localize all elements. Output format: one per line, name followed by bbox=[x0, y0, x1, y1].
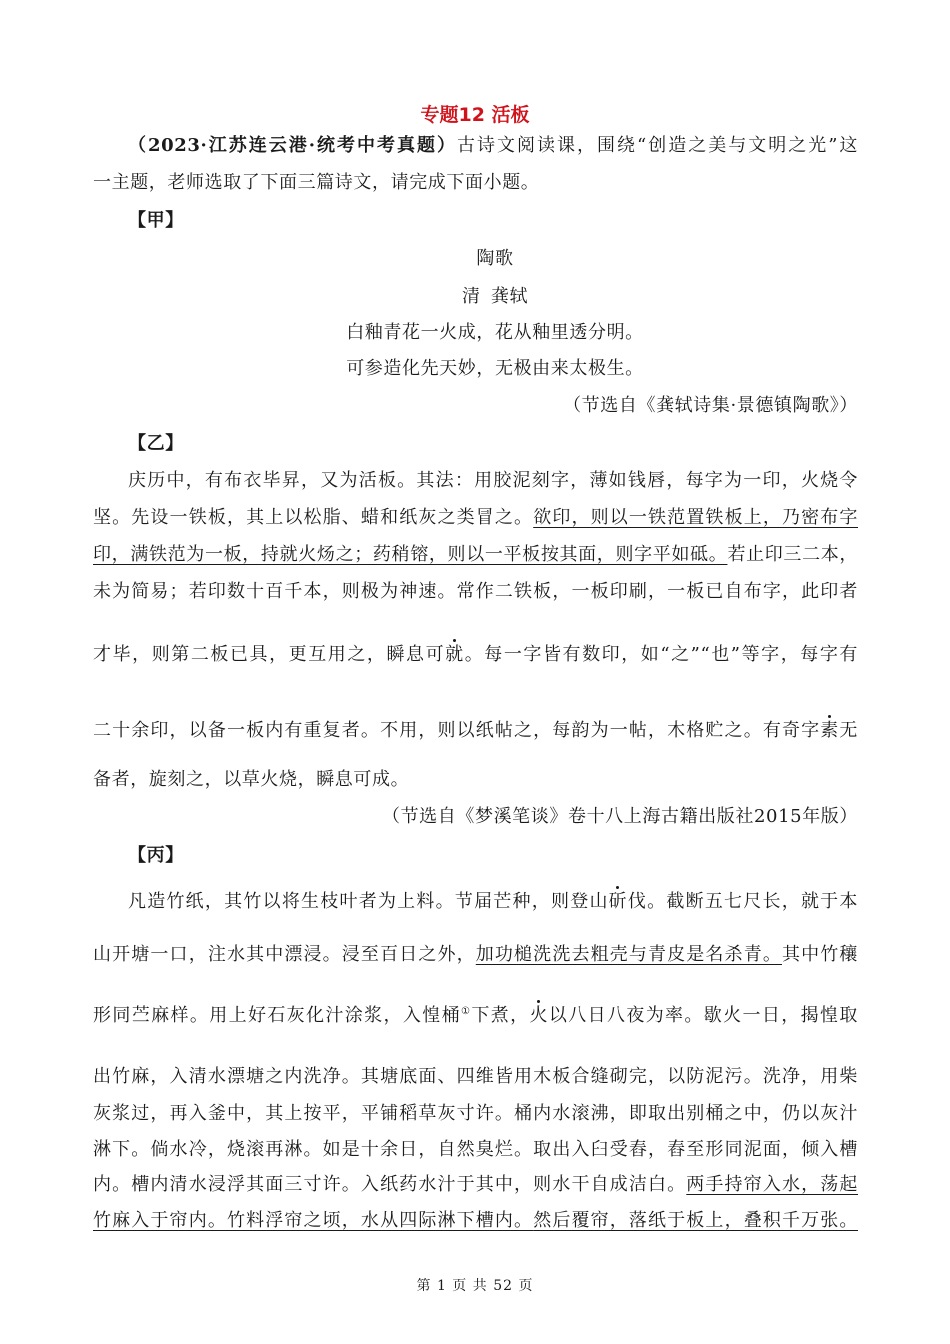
bing-line-8 bbox=[93, 1209, 858, 1233]
yi-text: 。每一字皆有数印，如“之”“也”等字，每字有 bbox=[463, 644, 858, 665]
yi-line-6 bbox=[93, 719, 858, 743]
underlined-sentence: 竹麻入于帘内。竹料浮帘之顷，水从四际淋下槽内。 bbox=[93, 1210, 534, 1231]
bing-text: 以八日八夜为率。歇火一日，揭惶取 bbox=[548, 1005, 858, 1026]
yi-line-2 bbox=[93, 506, 858, 530]
intro-line-2: 一主题，老师选取了下面三篇诗文，请完成下面小题。 bbox=[93, 172, 540, 193]
yi-text: 若止印三二本， bbox=[727, 544, 858, 565]
poem-author: 清 龚轼 bbox=[461, 286, 529, 307]
intro-line-1 bbox=[128, 134, 858, 158]
intro-text: 古诗文阅读课，围绕“创造之美与文明之光”这 bbox=[457, 135, 858, 156]
yi-text: 二十余印，以备一板内有重复者。不用，则以纸帖之，每韵为一帖，木格贮之。有奇字 bbox=[93, 720, 821, 741]
section-label-yi: 【乙】 bbox=[128, 433, 184, 454]
yi-text: 坚。先设一铁板，其上以松脂、蜡和纸灰之类冒之。 bbox=[93, 507, 534, 528]
bing-line-4: 出竹麻，入清水漂塘之内洗净。其塘底面、四维皆用木板合缝砌完，以防泥污。洗净，用柴 bbox=[93, 1066, 858, 1087]
section-label-bing: 【丙】 bbox=[128, 845, 184, 866]
bing-text: 其中竹穰 bbox=[781, 944, 858, 965]
emphasized-character: 火 bbox=[529, 1005, 549, 1026]
yi-text: 才毕，则第二板已具，更互用之，瞬息可 bbox=[93, 644, 446, 665]
source-jia: （节选自《龚轼诗集·景德镇陶歌》） bbox=[563, 395, 858, 416]
yi-text: 无 bbox=[838, 720, 858, 741]
underlined-sentence: 印，满铁范为一板，持就火炀之；药稍镕，则以一平板按其面，则字平如砥。 bbox=[93, 544, 728, 565]
page-footer: 第 1 页 共 52 页 bbox=[416, 1278, 534, 1294]
section-label-jia: 【甲】 bbox=[128, 210, 184, 231]
yi-line-5 bbox=[93, 643, 858, 667]
poem-line-1: 白釉青花一火成，花从釉里透分明。 bbox=[346, 322, 644, 343]
underlined-sentence: 欲印，则以一铁范置铁板上，乃密布字 bbox=[533, 507, 858, 528]
yi-line-1: 庆历中，有布衣毕昇，又为活板。其法：用胶泥刻字，薄如钱唇，每字为一印，火烧令 bbox=[128, 470, 858, 491]
poem-line-2: 可参造化先天妙，无极由来太极生。 bbox=[346, 358, 644, 379]
bing-text: 山开塘一口，注水其中漂浸。浸至百日之外， bbox=[93, 944, 476, 965]
poem-title: 陶歌 bbox=[476, 248, 514, 269]
page-title: 专题12 活板 bbox=[420, 104, 530, 126]
bing-text: 凡造竹纸，其竹以将生枝叶者为上料。节届芒种，则登山 bbox=[128, 891, 609, 912]
source-yi: （节选自《梦溪笔谈》卷十八上海古籍出版社2015年版） bbox=[381, 806, 858, 827]
question-source: （2023·江苏连云港·统考中考真题） bbox=[128, 135, 458, 156]
underlined-sentence: 加功槌洗洗去粗壳与青皮是名杀青。 bbox=[475, 944, 782, 965]
underlined-sentence: 然后覆帘，落纸于板上，叠积千万张。 bbox=[533, 1210, 858, 1231]
emphasized-character: 就 bbox=[445, 644, 464, 665]
bing-line-2 bbox=[93, 943, 858, 967]
yi-line-3 bbox=[93, 543, 858, 567]
underlined-sentence: 两手持帘入水，荡起 bbox=[686, 1174, 858, 1195]
bing-line-6: 淋下。倘水冷，烧滚再淋。如是十余日，自然臭烂。取出入臼受舂，舂至形同泥面，倾入槽 bbox=[93, 1139, 858, 1160]
yi-line-7: 备者，旋刻之，以草火烧，瞬息可成。 bbox=[93, 769, 410, 790]
bing-text: 内。槽内清水浸浮其面三寸许。入纸药水汁于其中，则水干自成洁白。 bbox=[93, 1174, 687, 1195]
bing-line-1 bbox=[128, 890, 858, 914]
yi-line-4: 未为简易；若印数十百千本，则极为神速。常作二铁板，一板印刷，一板已自布字，此印者 bbox=[93, 581, 858, 602]
footnote-marker: ① bbox=[461, 1006, 472, 1017]
bing-text: 伐。截断五七尺长，就于本 bbox=[627, 891, 859, 912]
bing-text: 形同苎麻样。用上好石灰化汁涂浆，入惶桶 bbox=[93, 1005, 462, 1026]
bing-line-3 bbox=[93, 1004, 858, 1028]
emphasized-character: 素 bbox=[820, 720, 839, 741]
bing-text: 下煮， bbox=[471, 1005, 530, 1026]
bing-line-5: 灰浆过，再入釜中，其上按平，平铺稻草灰寸许。桶内水滚沸，即取出别桶之中，仍以灰汁 bbox=[93, 1103, 858, 1124]
bing-line-7 bbox=[93, 1173, 858, 1197]
emphasized-character: 斫 bbox=[608, 891, 628, 912]
